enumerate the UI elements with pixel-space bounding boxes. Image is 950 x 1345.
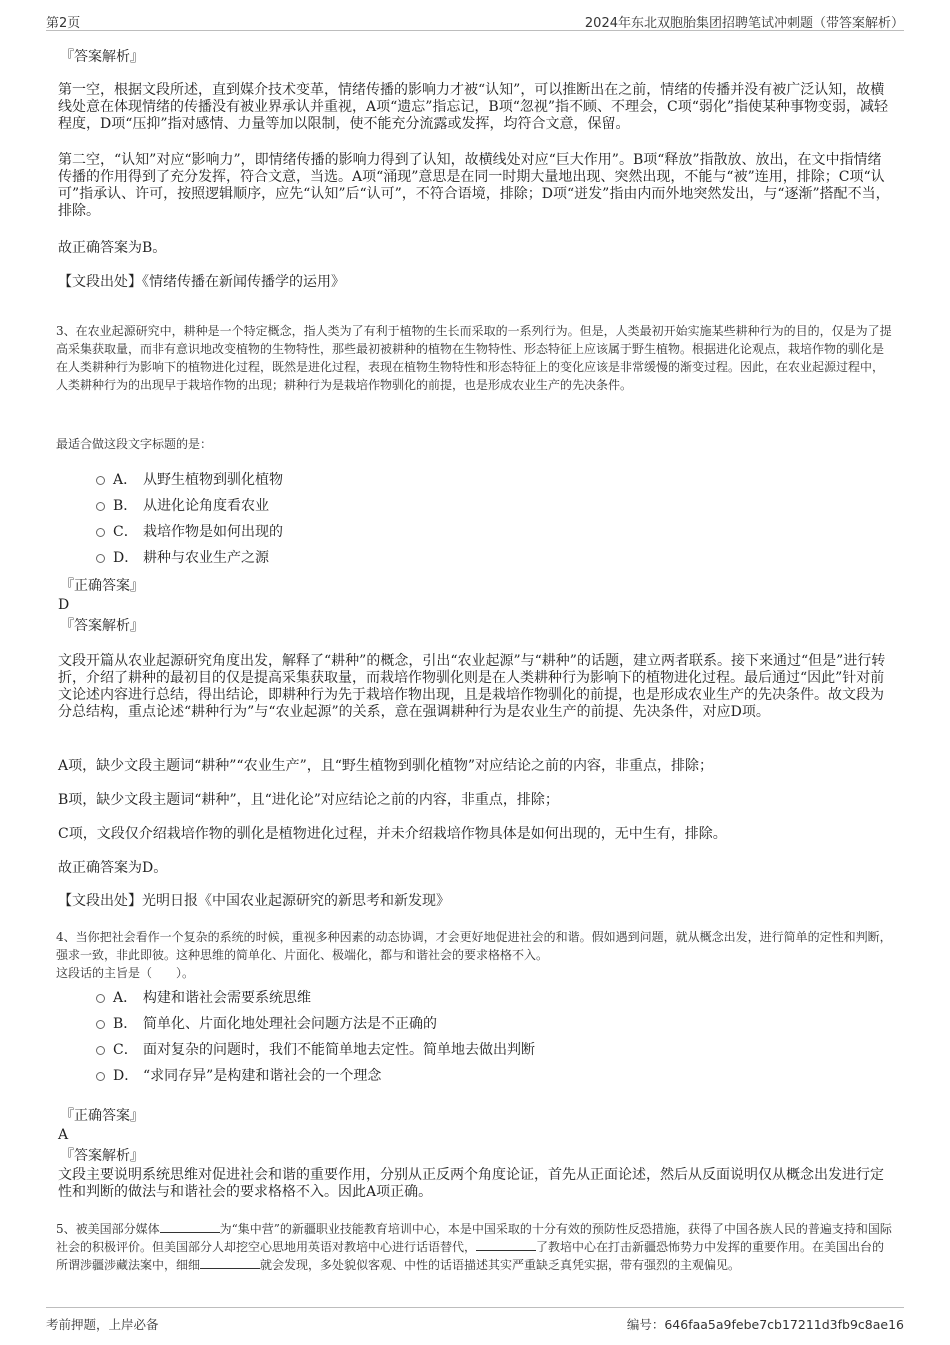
radio-button[interactable]: [96, 528, 105, 537]
q2-analysis-para1: 第一空，根据文段所述，直到媒介技术变革，情绪传播的影响力才被“认知”，可以推断出在之前，情绪的传播并没有被广泛认知，故横线处意在体现情绪的传播没有被业界承认并重视，A项“遗忘”指忘记，B项“忽视”指不顾、不理会，C项“弱化”指使某种事物变弱，减轻程度，D项“压抑”指对感情、力量等加以限制，使不能充分流露或发挥，均符合文意，保留。: [58, 82, 889, 132]
q4-stem: 4、当你把社会看作一个复杂的系统的时候，重视多种因素的动态协调，才会更好地促进社会的和谐。假如遇到问题，就从概念出发，进行简单的定性和判断，强求一致，非此即彼。这种思维的简单化、片面化、极端化，都与和谐社会的要求格格不入。: [56, 930, 892, 962]
q3-option-c[interactable]: C． 栽培作物是如何出现的: [96, 522, 283, 542]
page-number: 第2页: [46, 16, 81, 31]
q3-source: 【文段出处】光明日报《中国农业起源研究的新思考和新发现》: [58, 893, 450, 909]
footer-slogan: 考前押题，上岸必备: [46, 1317, 159, 1332]
q3-option-a-note: A项，缺少文段主题词“耕种”“农业生产”，且“野生植物到驯化植物”对应结论之前的内容，非重点，排除；: [58, 758, 714, 774]
q4-answer-label: 『正确答案』: [60, 1108, 144, 1124]
q3-option-c-note: C项，文段仅介绍栽培作物的驯化是植物进化过程，并未介绍栽培作物具体是如何出现的，无中生有，排除。: [58, 826, 727, 842]
q3-option-d[interactable]: D． 耕种与农业生产之源: [96, 548, 269, 568]
document-title: 2024年东北双胞胎集团招聘笔试冲刺题（带答案解析）: [584, 16, 904, 31]
fill-blank: [476, 1238, 536, 1251]
fill-blank: [160, 1220, 220, 1233]
q4-answer: A: [58, 1127, 69, 1143]
q4-option-b[interactable]: B． 简单化、片面化地处理社会问题方法是不正确的: [96, 1014, 437, 1034]
q3-option-b[interactable]: B． 从进化论角度看农业: [96, 496, 269, 516]
q3-conclusion: 故正确答案为D。: [58, 860, 168, 876]
q4-analysis-label: 『答案解析』: [60, 1148, 144, 1164]
page-footer: [46, 1307, 904, 1338]
document-serial-number: 编号：646faa5a9febe7cb17211d3fb9c8ae16: [626, 1317, 904, 1332]
q3-stem: 3、在农业起源研究中，耕种是一个特定概念，指人类为了有利于植物的生长而采取的一系列行为。但是，人类最初开始实施某些耕种行为的目的，仅是为了提高采集获取量，而非有意识地改变植物的生物特性，那些最初被耕种的植物在生物特性、形态特征上应该属于野生植物。根据进化论观点，栽培作物的驯化是在人类耕种行为影响下的植物进化过程，既然是进化过程，表现在植物生物特性和形态特征上的变化应该是非常缓慢的渐变过程。因此，在农业起源过程中，人类耕种行为的出现早于栽培作物的出现；耕种行为是栽培作物驯化的前提，也是形成农业生产的先决条件。: [56, 324, 892, 392]
q4-option-d[interactable]: D． “求同存异”是构建和谐社会的一个理念: [96, 1066, 381, 1086]
q5-stem: 5、被美国部分媒体 为“集中营”的新疆职业技能教育培训中心，本是中国采取的十分有效的预防性反恐措施，获得了中国各族人民的普遍支持和国际社会的积极评价。但美国部分人却挖空心思地用英语对教培中心进行话语替代， 了教培中心在打击新疆恐怖势力中发挥的重要作用。在美国出台的所谓涉疆涉藏法案中，细细 就会发现，多处貌似客观、中性的话语描述其实严重缺乏真凭实据，带有强烈的主观偏见。: [56, 1222, 892, 1272]
q4-question: 这段话的主旨是（ ）。: [56, 966, 195, 980]
radio-button[interactable]: [96, 1046, 105, 1055]
q4-analysis: 文段主要说明系统思维对促进社会和谐的重要作用，分别从正反两个角度论证，首先从正面论述，然后从反面说明仅从概念出发进行定性和判断的做法与和谐社会的要求格格不入。因此A项正确。: [58, 1167, 884, 1200]
q3-answer-label: 『正确答案』: [60, 578, 144, 594]
q2-conclusion: 故正确答案为B。: [58, 240, 167, 256]
q2-analysis-para2: 第二空，“认知”对应“影响力”，即情绪传播的影响力得到了认知，故横线处对应“巨大作用”。B项“释放”指散放、放出，在文中指情绪传播的作用得到了充分发挥，符合文意，当选。A项“涌现”意思是在同一时期大量地出现、突然出现，不能与“被”连用，排除；C项“认可”指承认、许可，按照逻辑顺序，应先“认知”后“认可”，不符合语境，排除；D项“迸发”指由内而外地突然发出，与“逐渐”搭配不当，排除。: [58, 152, 890, 219]
q2-source: 【文段出处】《情绪传播在新闻传播学的运用》: [58, 274, 345, 290]
q2-analysis-label: 『答案解析』: [60, 49, 144, 65]
page-header: [46, 8, 904, 31]
radio-button[interactable]: [96, 554, 105, 563]
q3-analysis: 文段开篇从农业起源研究角度出发，解释了“耕种”的概念，引出“农业起源”与“耕种”的话题，建立两者联系。接下来通过“但是”进行转折，介绍了耕种的最初目的仅是提高采集获取量，而栽培作物驯化则是在人类耕种行为影响下的植物进化过程。最后通过“因此”针对前文论述内容进行总结，得出结论，即耕种行为先于栽培作物出现，且是栽培作物驯化的前提，也是形成农业生产的先决条件。故文段为分总结构，重点论述“耕种行为”与“农业起源”的关系，意在强调耕种行为是农业生产的前提、先决条件，对应D项。: [58, 653, 886, 720]
q3-answer: D: [58, 597, 70, 613]
q4-option-a[interactable]: A． 构建和谐社会需要系统思维: [96, 988, 311, 1008]
q3-option-b-note: B项，缺少文段主题词“耕种”，且“进化论”对应结论之前的内容，非重点，排除；: [58, 792, 559, 808]
radio-button[interactable]: [96, 502, 105, 511]
radio-button[interactable]: [96, 994, 105, 1003]
fill-blank: [200, 1256, 260, 1269]
q4-option-c[interactable]: C． 面对复杂的问题时，我们不能简单地去定性。简单地去做出判断: [96, 1040, 535, 1060]
q3-question: 最适合做这段文字标题的是：: [56, 437, 213, 451]
q3-analysis-label: 『答案解析』: [60, 618, 144, 634]
q3-option-a[interactable]: A． 从野生植物到驯化植物: [96, 470, 283, 490]
radio-button[interactable]: [96, 1020, 105, 1029]
radio-button[interactable]: [96, 476, 105, 485]
radio-button[interactable]: [96, 1072, 105, 1081]
